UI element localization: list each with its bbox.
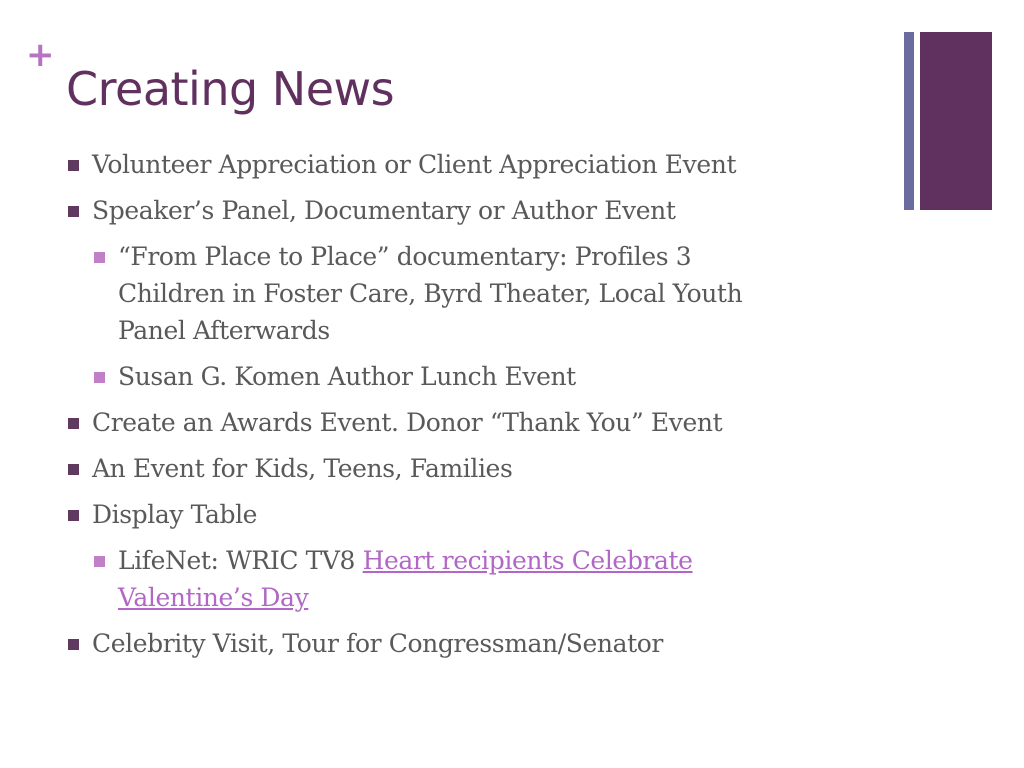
square-bullet-icon	[94, 556, 105, 567]
sub-bullet-item	[92, 542, 786, 616]
bullet-text: Volunteer Appreciation or Client Appreciation Event	[92, 150, 737, 179]
bullet-text: Susan G. Komen Author Lunch Event	[118, 362, 576, 391]
bullet-item	[66, 192, 786, 229]
bullet-item	[66, 450, 786, 487]
bullet-item	[66, 496, 786, 533]
slide-title: Creating News	[66, 62, 395, 116]
square-bullet-icon	[94, 252, 105, 263]
bullet-list	[66, 146, 786, 671]
square-bullet-icon	[94, 372, 105, 383]
bullet-item	[66, 146, 786, 183]
bullet-item	[66, 625, 786, 662]
square-bullet-icon	[68, 510, 79, 521]
bullet-text: Speaker’s Panel, Documentary or Author Event	[92, 196, 676, 225]
sub-bullet-item	[92, 238, 786, 349]
decorative-bar-thin	[904, 32, 914, 210]
plus-icon: +	[26, 35, 55, 75]
square-bullet-icon	[68, 418, 79, 429]
heart-recipients-link[interactable]: Heart recipients Celebrate Valentine’s Day	[118, 546, 693, 612]
decorative-bar-thick	[920, 32, 992, 210]
bullet-text: Display Table	[92, 500, 258, 529]
square-bullet-icon	[68, 160, 79, 171]
bullet-text: LifeNet: WRIC TV8	[118, 546, 363, 575]
square-bullet-icon	[68, 464, 79, 475]
square-bullet-icon	[68, 639, 79, 650]
bullet-text: Create an Awards Event. Donor “Thank You” Event	[92, 408, 723, 437]
bullet-text: An Event for Kids, Teens, Families	[92, 454, 513, 483]
bullet-text: “From Place to Place” documentary: Profiles 3 Children in Foster Care, Byrd Theater, Local Youth Panel Afterwards	[118, 242, 743, 345]
bullet-item	[66, 404, 786, 441]
square-bullet-icon	[68, 206, 79, 217]
bullet-text: Celebrity Visit, Tour for Congressman/Senator	[92, 629, 663, 658]
sub-bullet-item	[92, 358, 786, 395]
